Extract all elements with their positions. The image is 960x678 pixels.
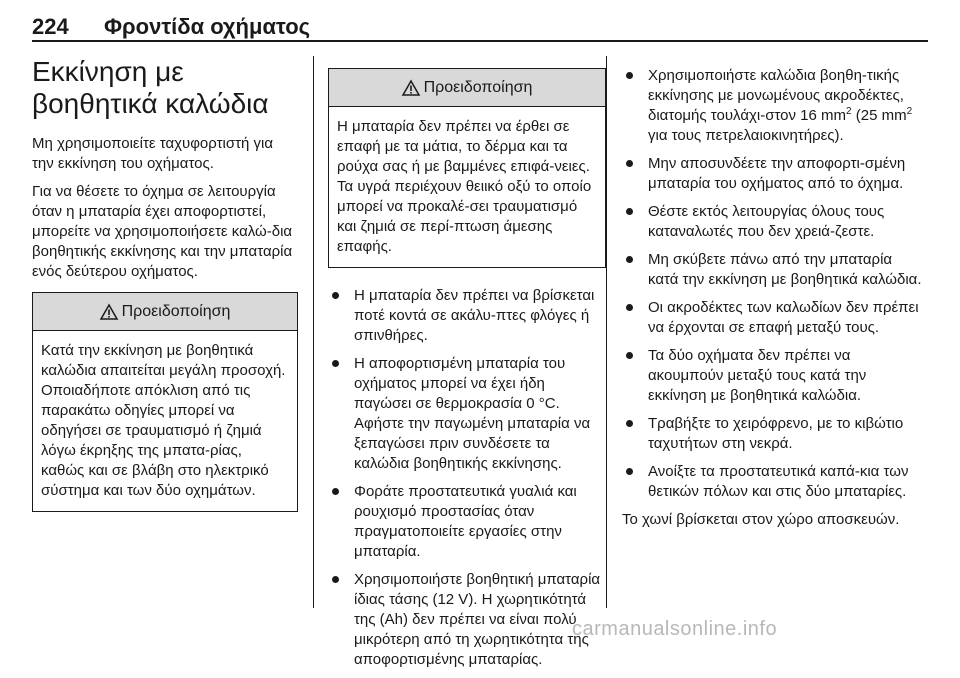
bullet-list: [622, 66, 926, 502]
paragraph: Μη χρησιμοποιείτε ταχυφορτιστή για την εκκίνηση του οχήματος.: [32, 135, 274, 172]
chapter-title: Φροντίδα οχήματος: [104, 14, 311, 39]
section-heading: Εκκίνηση με βοηθητικά καλώδια: [32, 56, 269, 119]
warning-title: [33, 293, 297, 331]
list-item: [622, 66, 926, 146]
list-item: [328, 482, 606, 562]
bullet-dot: [626, 304, 633, 311]
bullet-dot: [626, 352, 633, 359]
closing-paragraph: Το χωνί βρίσκεται στον χώρο αποσκευών.: [622, 511, 900, 528]
bullet-list: [328, 286, 606, 670]
warning-title-text: Προειδοποίηση: [423, 78, 533, 96]
list-item-text: Χρησιμοποιήστε βοηθητική μπαταρία ίδιας τάσης (12 V). Η χωρητικότητά της (Ah) δεν πρέπει να είναι πολύ μικρότερη από τη χωρητικότητα της αποφορτισμένης μπαταρίας.: [354, 571, 601, 668]
superscript: 2: [906, 106, 913, 117]
bullet-dot: [332, 292, 339, 299]
bullet-dot: [332, 576, 339, 583]
list-item: [622, 250, 926, 290]
list-item-text: Μην αποσυνδέετε την αποφορτι-σμένη μπαταρία του οχήματος από το όχημα.: [648, 155, 906, 192]
list-item-text: Φοράτε προστατευτικά γυαλιά και ρουχισμό προστασίας όταν πραγματοποιείτε εργασίες στην μπαταρία.: [354, 483, 577, 560]
list-item: [622, 298, 926, 338]
list-item: [328, 286, 606, 346]
superscript: 2: [846, 106, 852, 117]
warning-text: Η μπαταρία δεν πρέπει να έρθει σε επαφή με τα μάτια, το δέρμα και τα ρούχα σας ή με βαμμένες επιφά-νειες. Τα υγρά περιέχουν θειικό οξύ το οποίο μπορεί να προκαλέ-σει τραυματισμό και ζημιά σε περί-πτωση άμεσης επαφής.: [337, 118, 592, 255]
text-fragment: (25 mm: [851, 107, 907, 124]
list-item: [622, 202, 926, 242]
right-column: [622, 50, 926, 538]
warning-box: [32, 292, 298, 512]
bullet-dot: [626, 72, 633, 79]
bullet-dot: [626, 468, 633, 475]
warning-box: [328, 68, 606, 268]
bullet-dot: [626, 208, 633, 215]
list-item-text: Θέστε εκτός λειτουργίας όλους τους καταναλωτές που δεν χρειά-ζεστε.: [648, 203, 885, 240]
list-item-text: Οι ακροδέκτες των καλωδίων δεν πρέπει να έρχονται σε επαφή μεταξύ τους.: [648, 299, 919, 336]
list-item-text: Τα δύο οχήματα δεν πρέπει να ακουμπούν μεταξύ τους κατά την εκκίνηση με βοηθητικά καλώδια.: [648, 347, 867, 404]
warning-triangle-icon: [100, 304, 118, 320]
column-divider: [313, 56, 314, 608]
text-fragment: για τους πετρελαιοκινητήρες).: [648, 127, 844, 144]
list-item: [328, 354, 606, 474]
page-header: [32, 6, 932, 52]
warning-text: Κατά την εκκίνηση με βοηθητικά καλώδια απαιτείται μεγάλη προσοχή. Οποιαδήποτε απόκλιση από τις παρακάτω οδηγίες μπορεί να οδηγήσει σε τραυματισμό ή ζημιά λόγω έκρηξης της μπατα-ρίας, καθώς και σε βλάβη στο ηλεκτρικό σύστημα και των δύο οχημάτων.: [41, 342, 286, 499]
list-item: [622, 414, 926, 454]
list-item-text: Μη σκύβετε πάνω από την μπαταρία κατά την εκκίνηση με βοηθητικά καλώδια.: [648, 251, 922, 288]
list-item: [622, 154, 926, 194]
list-item-text: Τραβήξτε το χειρόφρενο, με το κιβώτιο ταχυτήτων στη νεκρά.: [648, 415, 904, 452]
middle-column: [328, 50, 606, 678]
header-rule: [32, 40, 928, 42]
left-column: [32, 50, 298, 512]
warning-title-text: Προειδοποίηση: [121, 302, 231, 320]
page-number: 224: [32, 14, 69, 39]
list-item-text: Η αποφορτισμένη μπαταρία του οχήματος μπορεί να έχει ήδη παγώσει σε θερμοκρασία 0 °C. Αφήστε την παγωμένη μπαταρία να ξεπαγώσει πριν συνδέσετε τα καλώδια βοηθητικής εκκίνησης.: [354, 355, 591, 472]
list-item-text: Ανοίξτε τα προστατευτικά καπά-κια των θετικών πόλων και στις δύο μπαταρίες.: [648, 463, 909, 500]
warning-triangle-icon: [402, 80, 420, 96]
watermark: carmanualsonline.info: [572, 618, 778, 640]
list-item: [328, 570, 606, 670]
bullet-dot: [332, 360, 339, 367]
list-item-text: [648, 67, 912, 144]
warning-title: [329, 69, 605, 107]
bullet-dot: [626, 256, 633, 263]
list-item: [622, 462, 926, 502]
bullet-dot: [626, 420, 633, 427]
text-fragment: Χρησιμοποιήστε καλώδια βοηθη-τικής εκκίνησης με μονωμένους ακροδέκτες, διατομής τουλάχι-στον 16 mm: [648, 67, 904, 124]
column-divider: [606, 56, 607, 608]
bullet-dot: [332, 488, 339, 495]
bullet-dot: [626, 160, 633, 167]
list-item-text: Η μπαταρία δεν πρέπει να βρίσκεται ποτέ κοντά σε ακάλυ-πτες φλόγες ή σπινθήρες.: [354, 287, 595, 344]
paragraph: Για να θέσετε το όχημα σε λειτουργία όταν η μπαταρία έχει αποφορτιστεί, μπορείτε να χρησιμοποιήσετε καλώ-δια βοηθητικής εκκίνησης και την μπαταρία ενός δεύτερου οχήματος.: [32, 183, 293, 280]
list-item: [622, 346, 926, 406]
